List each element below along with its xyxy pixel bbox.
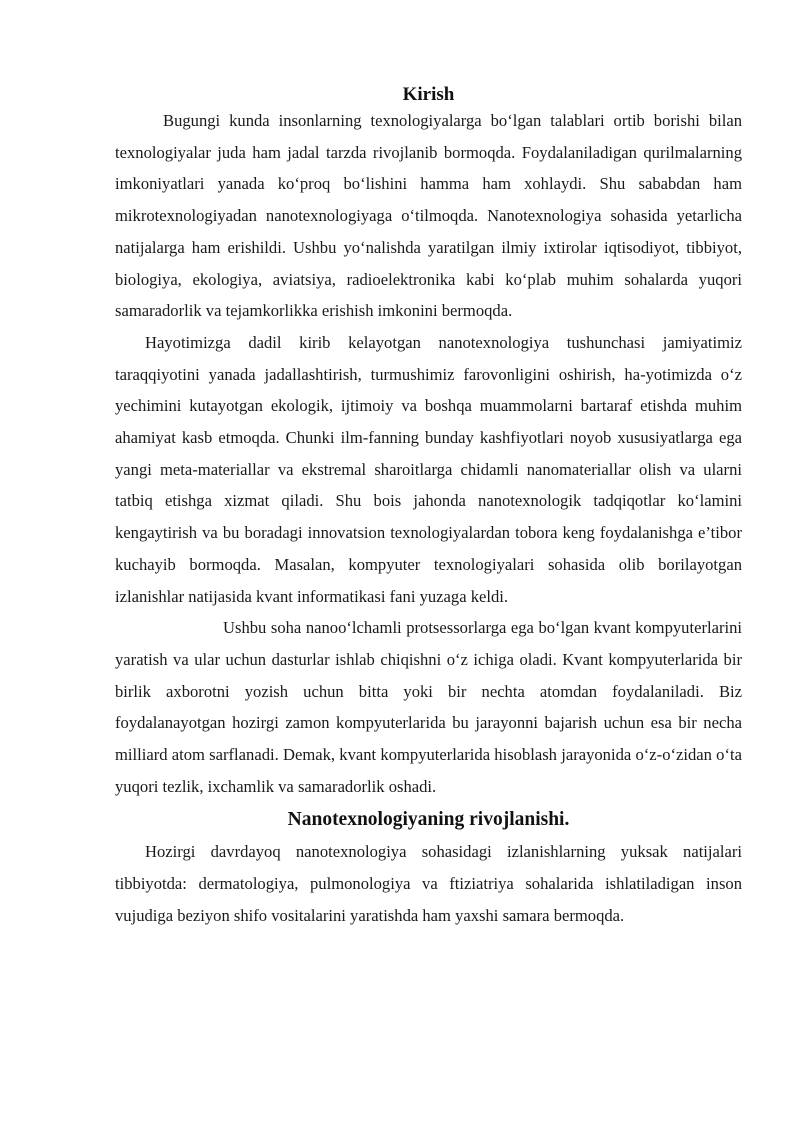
- document-page: [115, 80, 742, 932]
- paragraph-medicine: Hozirgi davrdayoq nanotexnologiya sohasidagi izlanishlarning yuksak natijalari tibbiyotda: dermatologiya, pulmonologiya va ftiziatriya sohalarida ishlatiladigan inson vujudiga beziyon shifo vositalarini yaratishda ham yaxshi samara bermoqda.: [115, 842, 742, 925]
- paragraph-intro: Bugungi kunda insonlarning texnologiyalarga bo‘lgan talablari ortib borishi bilan texnologiyalar juda ham jadal tarzda rivojlanib bormoqda. Foydalaniladigan qurilmalarning imkoniyatlari yanada ko‘proq bo‘lishini hamma ham xohlaydi. Shu sababdan ham mikrotexnologiyadan nanotexnologiyaga o‘tilmoqda. Nanotexnologiya sohasida yetarlicha natijalarga ham erishildi. Ushbu yo‘nalishda yaratilgan ilmiy ixtirolar iqtisodiyot, tibbiyot, biologiya, ekologiya, aviatsiya, radioelektronika kabi ko‘plab muhim sohalarda yuqori samaradorlik va tejamkorlikka erishish imkonini bermoqda.: [115, 111, 742, 321]
- section-title: Nanotexnologiyaning rivojlanishi.: [287, 809, 570, 831]
- paragraph-quantum-computers: Ushbu soha nanoo‘lchamli protsessorlarga ega bo‘lgan kvant kompyuterlarini yaratish va ular uchun dasturlar ishlab chiqishni o‘z ichiga oladi. Kvant kompyuterlarida bir birlik axborotni yozish uchun bitta yoki bir nechta atomdan foydalaniladi. Biz foydalanayotgan hozirgi zamon kompyuterlarida bu jarayonni bajarish uchun esa bir necha milliard atom sarflanadi. Demak, kvant kompyuterlarida hisoblash jarayonida o‘z-o‘zidan o‘ta yuqori tezlik, ixchamlik va samaradorlik oshadi.: [115, 618, 742, 796]
- paragraph-nanotech-society: Hayotimizga dadil kirib kelayotgan nanotexnologiya tushunchasi jamiyatimiz taraqqiyotini yanada jadallashtirish, turmushimiz farovonligini oshirish, ha-yotimizda o‘z yechimini kutayotgan ekologik, ijtimoiy va boshqa muammolarni bartaraf etishda muhim ahamiyat kasb etmoqda. Chunki ilm-fanning bunday kashfiyotlari noyob xususiyatlarga ega yangi meta-materiallar va ekstremal sharoitlarga chidamli nanomateriallar olish va ularni tatbiq etishga xizmat qiladi. Shu bois jahonda nanotexnologik tadqiqotlar ko‘lamini kengaytirish va bu boradagi innovatsion texnologiyalardan tobora keng foydalanishga e’tibor kuchayib bormoqda. Masalan, kompyuter texnologiyalari sohasida olib borilayotgan izlanishlar natijasida kvant informatikasi fani yuzaga keldi.: [115, 332, 742, 606]
- page-title: Kirish: [402, 84, 455, 105]
